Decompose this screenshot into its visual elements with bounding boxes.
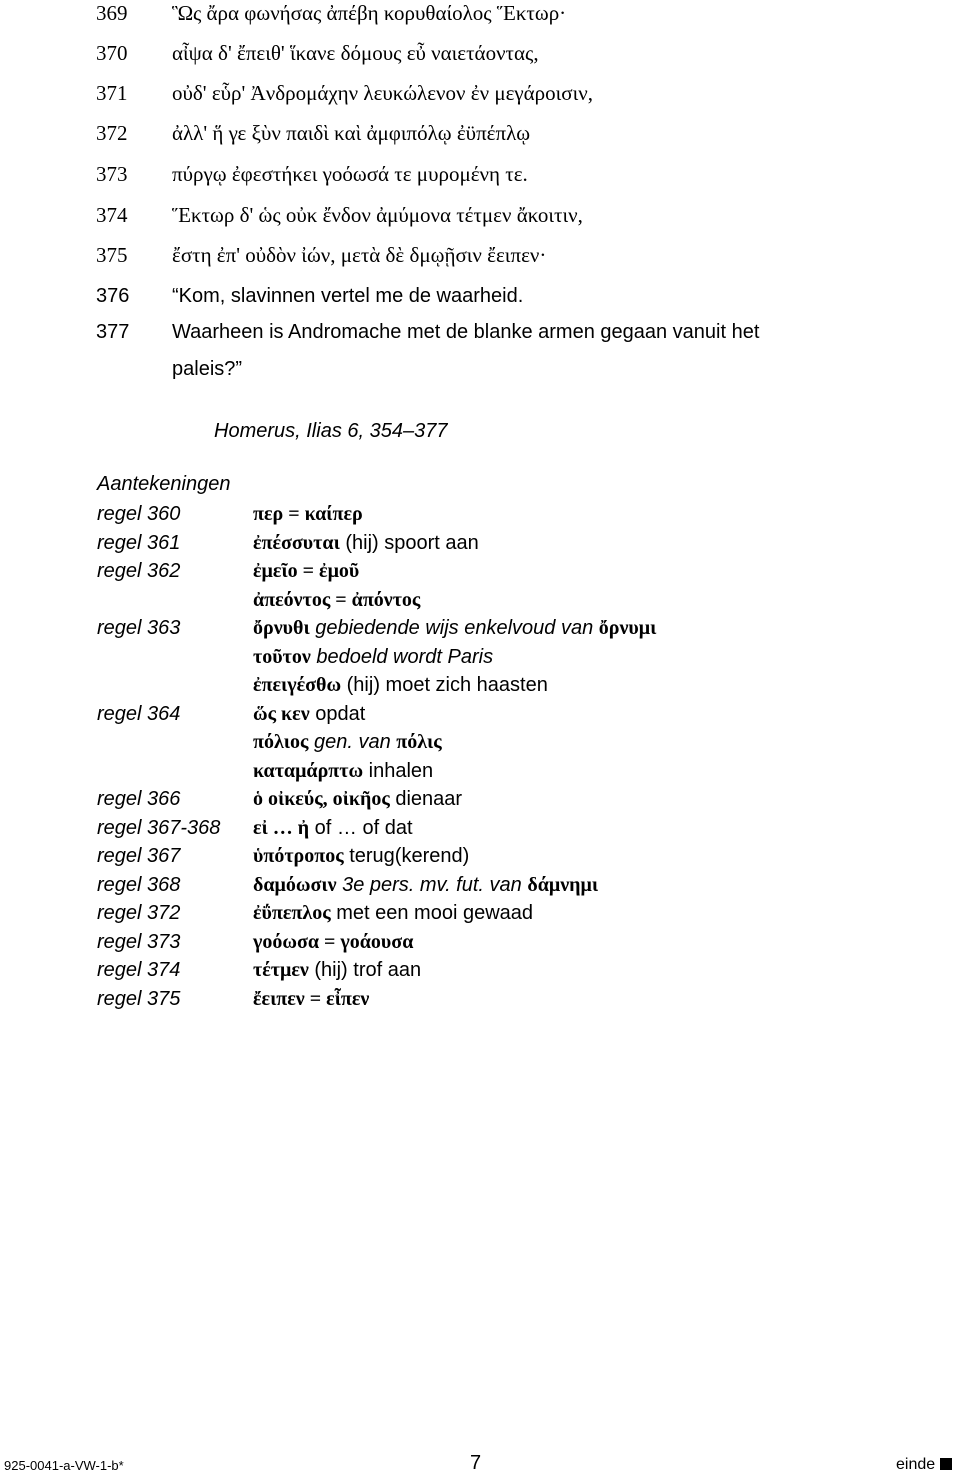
verse-text: Ὣς ἄρα φωνήσας ἀπέβη κορυθαίολος Ἕκτωρ· xyxy=(172,1,567,25)
note-line-reference: regel 375 xyxy=(97,987,181,1010)
note-row xyxy=(0,530,960,558)
greek-term: πόλιος xyxy=(253,731,309,753)
line-number: 371 xyxy=(96,81,128,105)
grammar-note: bedoeld wordt Paris xyxy=(310,645,494,668)
note-line-reference: regel 363 xyxy=(97,617,181,639)
note-row xyxy=(0,729,960,757)
note-row xyxy=(0,644,960,672)
note-body xyxy=(253,729,442,755)
verse-line xyxy=(0,80,960,120)
note-body xyxy=(253,986,369,1012)
note-body xyxy=(253,872,598,898)
translation-gloss: dienaar xyxy=(389,788,463,810)
greek-term: ὑπότροπος xyxy=(253,845,344,867)
note-body xyxy=(253,786,462,812)
grammar-note: 3e pers. mv. fut. van xyxy=(336,873,528,896)
note-line-reference: regel 374 xyxy=(97,959,181,981)
end-square-icon xyxy=(940,1458,952,1470)
notes-heading: Aantekeningen xyxy=(97,473,231,495)
note-row xyxy=(0,672,960,700)
note-row xyxy=(0,786,960,814)
note-body xyxy=(253,843,469,869)
note-row xyxy=(0,501,960,529)
note-body xyxy=(253,615,656,641)
note-body xyxy=(253,815,413,841)
note-body xyxy=(253,558,359,584)
greek-term: δαμόωσιν xyxy=(253,873,337,896)
note-row xyxy=(0,701,960,729)
end-label: einde xyxy=(896,1456,936,1473)
note-row xyxy=(0,986,960,1014)
line-number: 377 xyxy=(96,321,130,343)
note-row xyxy=(0,587,960,615)
note-body xyxy=(253,587,420,613)
greek-term: ὁ οἰκεύς, οἰκῆος xyxy=(253,788,390,810)
verse-line xyxy=(0,0,960,40)
note-body xyxy=(253,644,493,670)
line-number: 375 xyxy=(96,243,128,267)
greek-term: ὥς κεν xyxy=(253,702,310,725)
note-body xyxy=(253,758,433,784)
greek-term: ἐπέσσυται xyxy=(253,531,340,554)
greek-term: ἐπειγέσθω xyxy=(253,674,342,696)
verse-text: αἶψα δ' ἔπειθ' ἵκανε δόμους εὖ ναιετάοντας, xyxy=(172,41,539,65)
greek-term: ἀπεόντος = ἀπόντος xyxy=(253,588,421,611)
source-citation: Homerus, Ilias 6, 354–377 xyxy=(214,420,448,442)
note-row xyxy=(0,615,960,643)
translation-line xyxy=(0,283,960,323)
line-number: 370 xyxy=(96,41,128,65)
note-row xyxy=(0,900,960,928)
line-number: 374 xyxy=(96,203,128,227)
greek-term: γοόωσα = γοάουσα xyxy=(253,930,414,953)
document-code: 925-0041-a-VW-1-b* xyxy=(4,1458,124,1473)
greek-term: ὄρνυθι xyxy=(253,617,310,639)
note-row xyxy=(0,758,960,786)
translation-text: Waarheen is Andromache met de blanke armen gegaan vanuit het xyxy=(172,321,760,343)
translation-gloss: (hij) moet zich haasten xyxy=(341,674,548,696)
note-line-reference: regel 361 xyxy=(97,531,181,554)
verse-text: Ἕκτωρ δ' ὡς οὐκ ἔνδον ἀμύμονα τέτμεν ἄκοιτιν, xyxy=(172,203,583,227)
line-number: 373 xyxy=(96,162,128,186)
greek-term: ἐμεῖο = ἐμοῦ xyxy=(253,560,360,582)
note-line-reference: regel 367 xyxy=(97,845,181,867)
note-line-reference: regel 362 xyxy=(97,560,181,582)
verse-line xyxy=(0,120,960,160)
line-number: 376 xyxy=(96,285,130,307)
greek-term: εἰ … ἠ xyxy=(253,816,310,839)
note-line-reference: regel 372 xyxy=(97,902,181,924)
verse-text: ἀλλ' ἥ γε ξὺν παιδὶ καὶ ἀμφιπόλῳ ἐϋπέπλῳ xyxy=(172,121,531,145)
note-body xyxy=(253,957,421,983)
greek-term: ἐΰπεπλος xyxy=(253,902,331,924)
greek-term: πόλις xyxy=(396,731,442,753)
page-number: 7 xyxy=(470,1452,482,1474)
end-marker xyxy=(896,1456,952,1474)
note-row xyxy=(0,558,960,586)
grammar-note: gen. van xyxy=(308,731,397,753)
greek-term: ἔειπεν = εἶπεν xyxy=(253,987,370,1010)
translation-gloss: (hij) spoort aan xyxy=(339,531,479,554)
note-line-reference: regel 366 xyxy=(97,788,181,810)
note-line-reference: regel 360 xyxy=(97,503,181,525)
translation-text: paleis?” xyxy=(172,358,243,380)
verse-text: πύργῳ ἐφεστήκει γοόωσά τε μυρομένη τε. xyxy=(172,162,528,186)
translation-text: “Kom, slavinnen vertel me de waarheid. xyxy=(172,285,524,307)
note-row xyxy=(0,843,960,871)
note-row xyxy=(0,872,960,900)
translation-gloss: terug(kerend) xyxy=(343,845,470,867)
verse-text: ἔστη ἐπ' οὐδὸν ἰών, μετὰ δὲ δμῳῇσιν ἔειπεν· xyxy=(172,243,547,267)
verse-line xyxy=(0,202,960,242)
verse-line xyxy=(0,161,960,201)
line-number: 369 xyxy=(96,1,128,25)
translation-gloss: opdat xyxy=(309,702,366,725)
greek-term: δάμνημι xyxy=(527,873,599,896)
translation-continuation-line xyxy=(0,356,960,396)
note-body xyxy=(253,501,363,527)
note-line-reference: regel 373 xyxy=(97,930,181,953)
translation-gloss: of … of dat xyxy=(309,816,413,839)
note-line-reference: regel 364 xyxy=(97,702,181,725)
verse-text: οὐδ' εὗρ' Ἀνδρομάχην λευκώλενον ἐν μεγάροισιν, xyxy=(172,81,594,105)
greek-term: τέτμεν xyxy=(253,959,309,981)
note-row xyxy=(0,929,960,957)
note-row xyxy=(0,815,960,843)
note-body xyxy=(253,929,413,955)
greek-term: τοῦτον xyxy=(253,645,311,668)
note-body xyxy=(253,672,548,698)
verse-line xyxy=(0,40,960,80)
note-line-reference: regel 367-368 xyxy=(97,816,221,839)
note-row xyxy=(0,957,960,985)
translation-gloss: met een mooi gewaad xyxy=(330,902,533,924)
translation-line xyxy=(0,319,960,359)
note-body xyxy=(253,530,479,556)
verse-line xyxy=(0,242,960,282)
greek-term: ὄρνυμι xyxy=(598,617,657,639)
note-body xyxy=(253,900,533,926)
grammar-note: gebiedende wijs enkelvoud van xyxy=(309,617,599,639)
greek-term: καταμάρπτω xyxy=(253,759,364,782)
translation-gloss: inhalen xyxy=(363,759,434,782)
translation-gloss: (hij) trof aan xyxy=(308,959,422,981)
greek-term: περ = καίπερ xyxy=(253,503,363,525)
line-number: 372 xyxy=(96,121,128,145)
note-body xyxy=(253,701,365,727)
note-line-reference: regel 368 xyxy=(97,873,181,896)
